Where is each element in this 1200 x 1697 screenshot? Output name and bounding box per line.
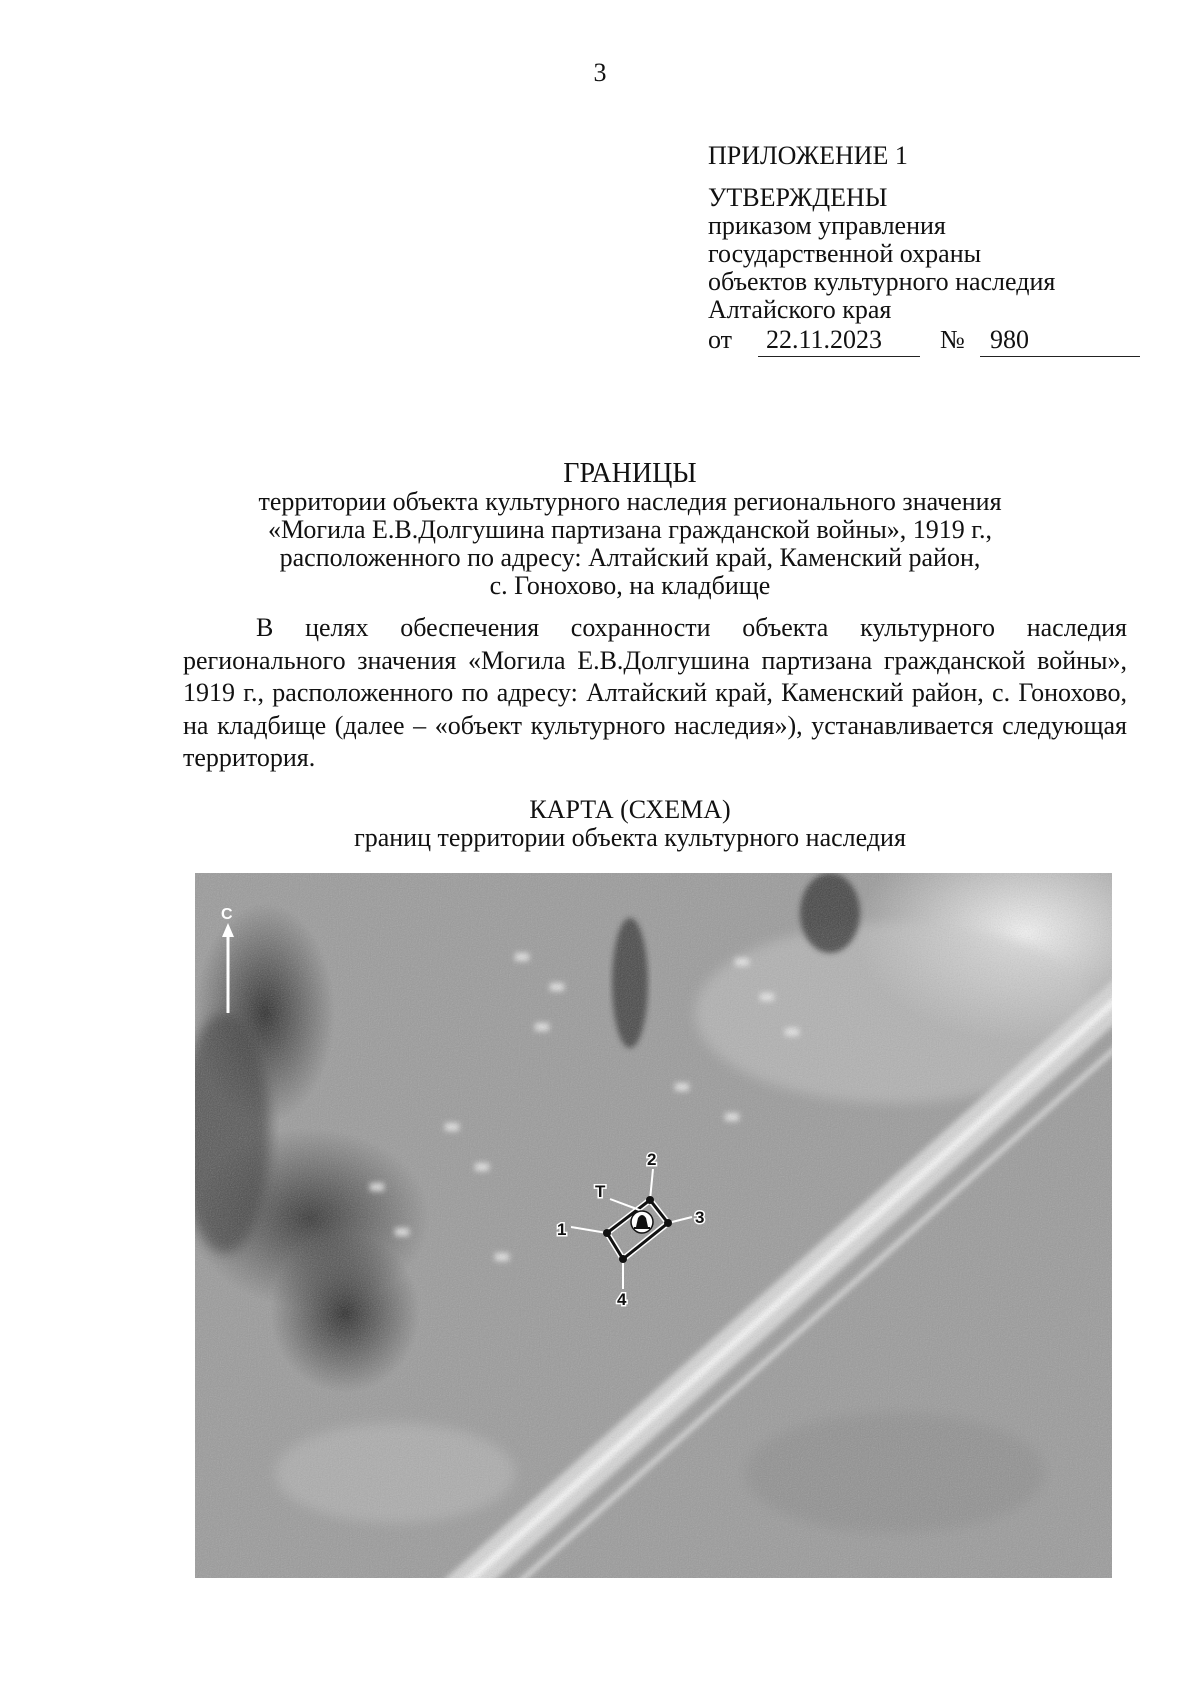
approval-line: объектов культурного наследия <box>708 267 1056 296</box>
date-number-row <box>708 324 1148 358</box>
point-label-2: 2 <box>647 1150 657 1169</box>
number-prefix: № <box>940 325 965 354</box>
number-underline <box>980 356 1140 357</box>
approval-block <box>708 142 1148 358</box>
approval-line: государственной охраны <box>708 239 982 268</box>
approval-line: Алтайского края <box>708 295 892 324</box>
appendix-label: ПРИЛОЖЕНИЕ 1 <box>708 141 908 170</box>
satellite-map <box>195 873 1112 1578</box>
date-underline <box>758 356 920 357</box>
map-image <box>195 873 1112 1578</box>
approved-label: УТВЕРЖДЕНЫ <box>708 183 888 212</box>
title-line: территории объекта культурного наследия регионального значения <box>258 487 1002 516</box>
boundary-point <box>603 1229 611 1237</box>
marker-label: Т <box>595 1182 606 1201</box>
boundary-point <box>619 1255 627 1263</box>
document-title <box>230 460 1030 600</box>
point-label-4: 4 <box>617 1290 627 1309</box>
date-prefix: от <box>708 325 733 354</box>
point-label-3: 3 <box>695 1208 705 1227</box>
north-label: С <box>221 906 233 923</box>
map-title <box>230 796 1030 852</box>
approval-line: приказом управления <box>708 211 946 240</box>
title-line: «Могила Е.В.Долгушина партизана гражданской войны», 1919 г., <box>267 515 993 544</box>
body-paragraph: В целях обеспечения сохранности объекта культурного наследия регионального значения «Могила Е.В.Долгушина партизана гражданской войны», 1919 г., расположенного по адресу: Алтайский край, Каменский район, с. Гонохово, на кладбище (далее – «объект культурного наследия»), устанавливается следующая территория. <box>183 613 1127 772</box>
boundary-point <box>646 1196 654 1204</box>
title-line: с. Гонохово, на кладбище <box>489 571 771 600</box>
point-label-1: 1 <box>557 1220 567 1239</box>
boundary-point <box>664 1219 672 1227</box>
approval-date: 22.11.2023 <box>766 325 883 354</box>
title-main: ГРАНИЦЫ <box>563 458 697 489</box>
page-number: 3 <box>593 58 607 87</box>
monument-bell-icon <box>631 1211 653 1233</box>
approval-number: 980 <box>990 325 1029 354</box>
map-title-sub: границ территории объекта культурного наследия <box>354 823 906 852</box>
title-line: расположенного по адресу: Алтайский край, Каменский район, <box>279 543 981 572</box>
map-title-main: КАРТА (СХЕМА) <box>529 795 731 824</box>
